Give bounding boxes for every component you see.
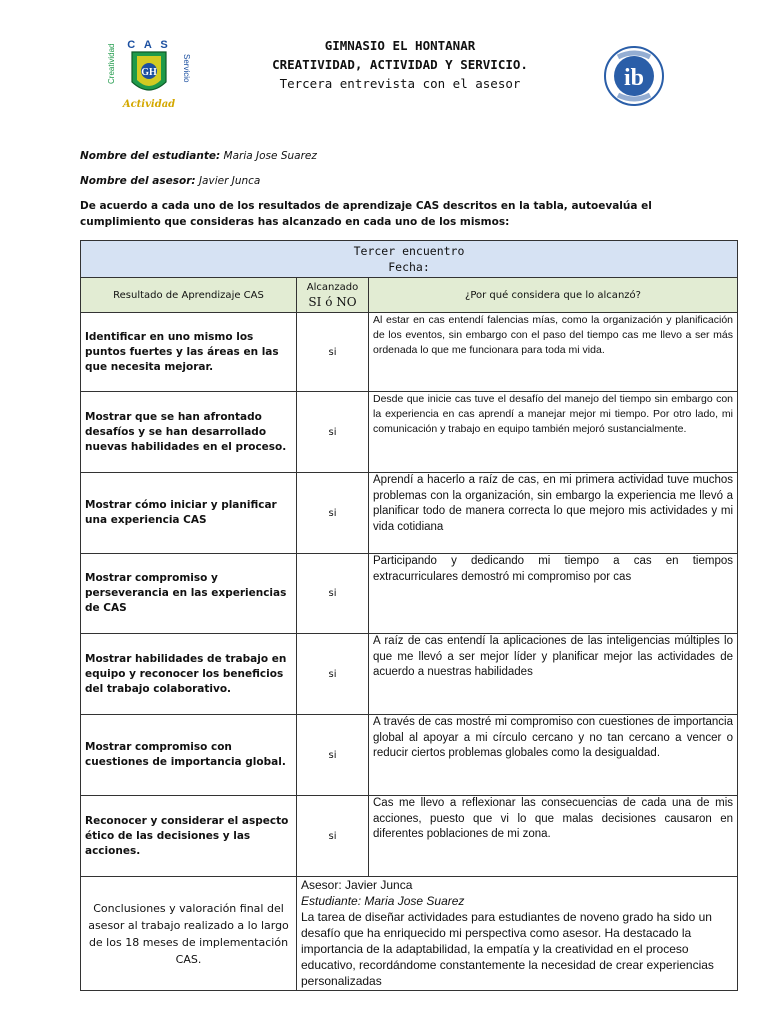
table-row (81, 313, 738, 392)
school-name: GIMNASIO EL HONTANAR (324, 38, 476, 53)
result-cell: Identificar en uno mismo los puntos fuertes y las áreas en las que necesita mejorar. (81, 313, 297, 392)
achieved-cell: si (297, 554, 369, 634)
encounter-row (81, 241, 738, 278)
table-header-row (81, 278, 738, 313)
achieved-cell: si (297, 634, 369, 715)
instructions: De acuerdo a cada uno de los resultados de aprendizaje CAS descritos en la tabla, autoevalúa el cumplimiento que consideras has alcanzado en cada uno de los mismos: (80, 200, 652, 228)
table-row (81, 634, 738, 715)
col-header-why: ¿Por qué considera que lo alcanzó? (369, 278, 738, 313)
table-row (81, 796, 738, 877)
cas-evaluation-table (80, 240, 738, 991)
encounter-title: Tercer encuentro (353, 244, 465, 258)
achieved-cell: si (297, 392, 369, 473)
result-cell: Mostrar compromiso con cuestiones de importancia global. (81, 715, 297, 796)
why-cell: A raíz de cas entendí la aplicaciones de las inteligencias múltiples lo que me llevó a ser mejor líder y planificar mejor las actividades de acuerdo a nuestras habilidades (369, 634, 738, 715)
achieved-cell: si (297, 796, 369, 877)
conclusion-row (81, 877, 738, 991)
table-row (81, 715, 738, 796)
achieved-cell: si (297, 715, 369, 796)
result-cell: Mostrar que se han afrontado desafíos y se han desarrollado nuevas habilidades en el proceso. (81, 392, 297, 473)
result-cell: Mostrar compromiso y perseverancia en las experiencias de CAS (81, 554, 297, 634)
result-cell: Reconocer y considerar el aspecto ético de las decisiones y las acciones. (81, 796, 297, 877)
interview-title: Tercera entrevista con el asesor (279, 76, 521, 91)
encounter-cell (81, 241, 738, 278)
cas-logo-left-text: Creatividad (107, 43, 116, 84)
conclusion-label: Conclusiones y valoración final del asesor al trabajo realizado a lo largo de los 18 meses de implementación CAS. (81, 877, 297, 991)
why-cell: Aprendí a hacerlo a raíz de cas, en mi primera actividad tuve muchos problemas con la organización, sin embargo la experiencia me llevó a planificar todo de manera correcta lo que mejoro mis actividades y mi vida cotidiana (369, 473, 738, 554)
achieved-cell: si (297, 473, 369, 554)
cas-logo-top-text: C A S (127, 39, 171, 51)
why-cell: Cas me llevo a reflexionar las consecuencias de cada una de mis acciones, puesto que vi lo que malas decisiones causaron en diferentes poblaciones de mi zona. (369, 796, 738, 877)
advisor-name-value: Javier Junca (198, 175, 261, 187)
why-cell: Al estar en cas entendí falencias mías, como la organización y planificación de los eventos, sin embargo con el paso del tiempo cas me llevo a ser más ordenada lo que me funcionara para toda mi vida. (369, 313, 738, 392)
cas-logo-center-text: GH (141, 67, 157, 78)
achieved-cell: si (297, 313, 369, 392)
cas-logo-bottom-text: Actividad (122, 99, 176, 110)
advisor-name-label: Nombre del asesor: (80, 175, 196, 187)
student-name-value: Maria Jose Suarez (223, 150, 317, 162)
conclusion-asesor-line: Asesor: Javier Junca (301, 878, 413, 892)
col-header-achieved-label: Alcanzado (306, 282, 359, 293)
ib-logo-letters: ib (623, 65, 645, 91)
cas-logo-right-text: Servicio (182, 54, 191, 83)
table-row (81, 392, 738, 473)
result-cell: Mostrar cómo iniciar y planificar una experiencia CAS (81, 473, 297, 554)
date-label: Fecha: (388, 260, 430, 274)
advisor-name-line (80, 175, 260, 187)
cas-logo (104, 36, 194, 112)
why-cell: Desde que inicie cas tuve el desafío del manejo del tiempo sin embargo con la experiencia en cas aprendí a manejar mejor mi tiempo. Por otro lado, mi comunicación y trabajo en equipo también mejoró sustancialmente. (369, 392, 738, 473)
table-row (81, 473, 738, 554)
conclusion-text: La tarea de diseñar actividades para estudiantes de noveno grado ha sido un desafío que ha enriquecido mi perspectiva como asesor. Ha destacado la importancia de la adaptabilidad, la empatía y la creatividad en el proceso educativo, recordándome constantemente la necesidad de crear experiencias personalizadas (301, 910, 714, 988)
student-name-line (80, 150, 317, 162)
conclusion-student-line: Estudiante: Maria Jose Suarez (301, 894, 465, 908)
col-header-achieved (297, 278, 369, 313)
document-header (200, 36, 600, 93)
result-cell: Mostrar habilidades de trabajo en equipo y reconocer los beneficios del trabajo colaborativo. (81, 634, 297, 715)
conclusion-cell (297, 877, 738, 991)
ib-world-school-logo (600, 45, 668, 107)
why-cell: A través de cas mostré mi compromiso con cuestiones de importancia global al apoyar a mi círculo cercano y no tan cercano a vencer o reducir ciertos problemas globales como la desigualdad. (369, 715, 738, 796)
program-title: CREATIVIDAD, ACTIVIDAD Y SERVICIO. (272, 57, 528, 72)
table-row (81, 554, 738, 634)
col-header-achieved-sub: SI ó NO (308, 295, 357, 309)
col-header-result: Resultado de Aprendizaje CAS (81, 278, 297, 313)
student-name-label: Nombre del estudiante: (80, 150, 221, 162)
why-cell: Participando y dedicando mi tiempo a cas en tiempos extracurriculares demostró mi compromiso por cas (369, 554, 738, 634)
